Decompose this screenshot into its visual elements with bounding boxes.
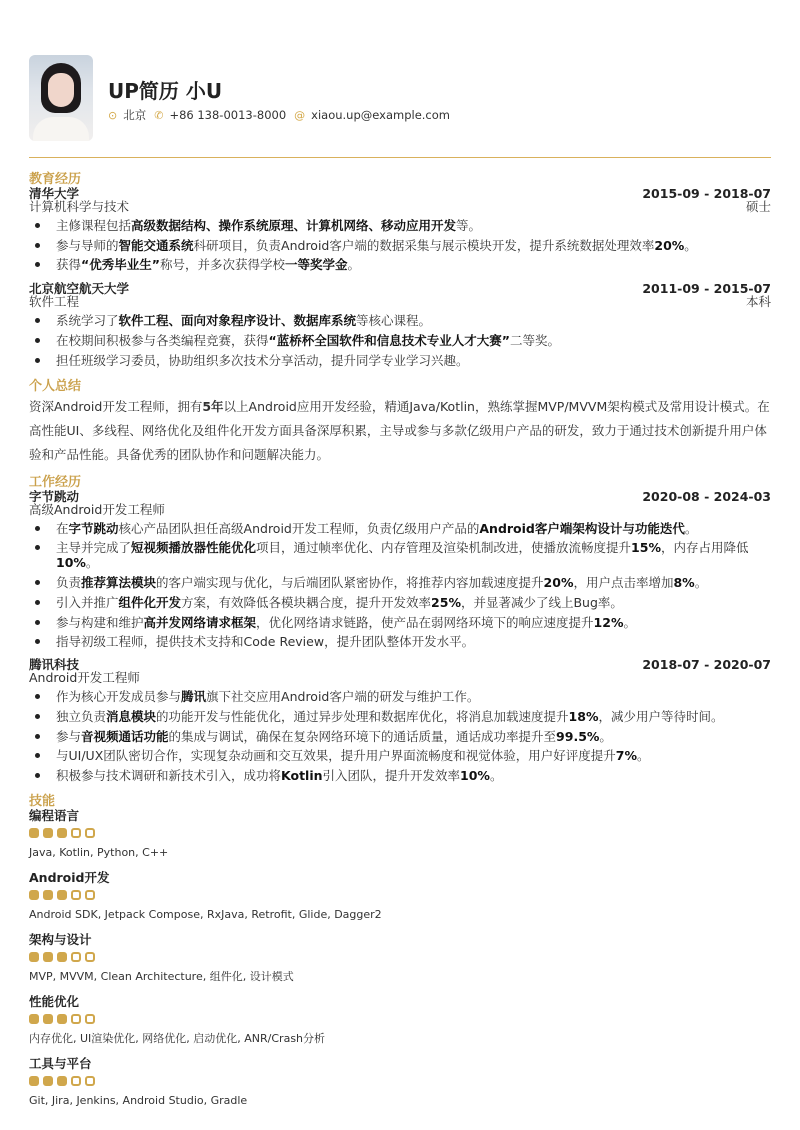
text: 与UI/UX团队密切合作，实现复杂动画和交互效果，提升用户界面流畅度和视觉体验，用户好评度提升 [56,748,616,764]
skill-item [29,995,771,1045]
text: 等。 [456,218,482,233]
rating-dot [43,890,53,900]
rating-dot [71,1076,81,1086]
entry-header [29,282,771,295]
skill-item [29,1057,771,1107]
list-item [29,768,771,783]
rating-dot [85,1014,95,1024]
text: 参与导师的 [56,237,119,253]
highlight-text: 20% [654,237,685,253]
phone-icon: ✆ [154,108,164,122]
highlight-text: 15% [631,540,661,556]
list-item [29,238,771,253]
rating-dot [43,1014,53,1024]
text: 。 [623,614,636,630]
highlight-text: 腾讯 [181,689,207,705]
text: 指导初级工程师，提供技术支持和Code Review，提升团队整体开发水平。 [56,634,475,650]
highlight-text: 一等奖学金 [284,257,348,273]
list-item [29,748,771,763]
skill-name: 工具与平台 [29,1055,92,1071]
rating-dot [57,828,67,838]
text: 二等奖。 [509,333,560,349]
major: 计算机科学与技术 [29,199,130,214]
candidate-name: UP简历 小U [108,79,223,103]
highlight-text: 99.5% [556,728,600,744]
list-item [29,729,771,744]
entry [29,490,771,649]
text: 核心产品团队担任高级Android开发工程师，负责亿级用户产品的 [118,520,480,536]
rating-dot [57,1014,67,1024]
text: 积极参与技术调研和新技术引入，成功将 [56,767,282,783]
contact-info [108,107,458,123]
rating-dot [57,1076,67,1086]
rating-dot [71,1014,81,1024]
bullet-list [29,313,771,367]
text: 的功能开发与性能优化，通过异步处理和数据库优化，将消息加载速度提升 [156,708,569,724]
text: 负责 [56,575,82,591]
highlight-text: 智能交通系统 [118,237,194,253]
list-item [29,218,771,233]
entry-header [29,490,771,503]
text: 。 [694,575,708,591]
date-range: 2015-09 - 2018-07 [642,186,771,201]
text: ，优化网络请求链路，使产品在弱网络环境下的响应速度提升 [256,614,594,630]
school-name: 清华大学 [29,186,80,201]
text: 的集成与调试，确保在复杂网络环境下的通话质量，通话成功率提升至 [168,728,557,744]
profile-photo [29,55,93,141]
highlight-text: 高级数据结构、操作系统原理、计算机网络、移动应用开发 [131,218,457,233]
text: 引入团队，提升开发效率 [322,767,461,783]
location: 北京 [123,108,147,122]
skill-level-rating [29,828,771,838]
rating-dot [71,890,81,900]
text: 。 [684,520,698,536]
highlight-text: 音视频通话功能 [81,728,169,744]
text: ，并显著减少了线上Bug率。 [460,594,623,610]
skill-item [29,933,771,983]
resume-header [29,0,771,157]
list-item [29,353,771,368]
skill-name: 性能优化 [29,993,80,1009]
degree: 本科 [745,294,771,310]
highlight-text: 12% [593,614,624,630]
text: 担任班级学习委员，协助组织多次技术分享活动，提升同学专业学习兴趣。 [56,352,469,368]
skill-details: MVP, MVVM, Clean Architecture, 组件化, 设计模式 [29,969,294,983]
date-range: 2018-07 - 2020-07 [642,657,771,673]
text: 称号，并多次获得学校 [159,257,285,273]
bullet-list [29,521,771,649]
section-title-summary: 个人总结 [29,378,82,394]
text: ，减少用户等待时间。 [598,708,724,724]
highlight-text: 消息模块 [106,708,157,724]
rating-dot [85,828,95,838]
bullet-list [29,689,771,783]
highlight-text: 18% [568,708,599,724]
text: 。 [85,555,99,571]
text: 旗下社交应用Android客户端的研发与维护工作。 [206,689,480,705]
entry-subtitle [29,503,771,516]
text: 方案，有效降低各模块耦合度，提升开发效率 [181,594,432,610]
section-title-work: 工作经历 [29,474,82,490]
list-item [29,615,771,630]
list-item [29,595,771,610]
list-item [29,689,771,704]
text: 独立负责 [56,708,107,724]
text: 资深Android开发工程师，拥有 [29,398,203,414]
rating-dot [57,952,67,962]
skill-level-rating [29,890,771,900]
rating-dot [29,828,39,838]
rating-dot [29,1076,39,1086]
bullet-list [29,218,771,272]
list-item [29,521,771,536]
highlight-text: 字节跳动 [68,520,119,536]
highlight-text: 10% [460,767,490,783]
skill-item [29,809,771,859]
job-title: Android开发工程师 [29,670,140,686]
text: 项目，通过帧率优化、内存管理及渲染机制改进，使播放流畅度提升 [256,540,632,556]
entry [29,658,771,783]
date-range: 2020-08 - 2024-03 [642,488,771,504]
text: 获得 [56,257,82,273]
highlight-text: Kotlin [281,767,323,783]
entry-subtitle [29,200,771,213]
skill-details: Git, Jira, Jenkins, Android Studio, Gradle [29,1093,248,1107]
text: 系统学习了 [56,313,119,329]
text: ，用户点击率增加 [573,575,674,591]
text: 主修课程包括 [56,218,132,233]
company-name: 腾讯科技 [29,657,80,673]
rating-dot [57,890,67,900]
list-item [29,313,771,328]
company-name: 字节跳动 [29,488,80,504]
text: 的客户端实现与优化，与后端团队紧密协作，将推荐内容加载速度提升 [156,575,544,591]
highlight-text: 8% [673,575,695,591]
highlight-text: 推荐算法模块 [81,575,157,591]
header-divider [29,157,771,158]
rating-dot [71,828,81,838]
text: 在 [56,520,69,536]
entry-subtitle [29,671,771,684]
list-item [29,575,771,590]
text: 。 [637,748,650,764]
list-item [29,257,771,272]
email[interactable]: xiaou.up@example.com [311,108,450,122]
entry-header [29,187,771,200]
location-pin-icon: ⊙ [108,108,118,122]
skill-name: 架构与设计 [29,931,92,947]
rating-dot [43,952,53,962]
job-title: 高级Android开发工程师 [29,501,165,517]
highlight-text: 软件工程、面向对象程序设计、数据库系统 [118,313,357,329]
rating-dot [71,952,81,962]
highlight-text: 5年 [202,398,224,414]
text: 主导并完成了 [56,540,132,556]
highlight-text: 短视频播放器性能优化 [131,540,257,556]
skill-item [29,871,771,921]
rating-dot [85,1076,95,1086]
rating-dot [43,828,53,838]
section-title-skills: 技能 [29,793,56,809]
highlight-text: Android客户端架构设计与功能迭代 [479,520,685,536]
text: 。 [684,237,697,253]
text: ，内存占用降低 [660,540,749,556]
highlight-text: 25% [431,594,461,610]
text: 。 [599,728,612,744]
skill-details: Android SDK, Jetpack Compose, RxJava, Retrofit, Glide, Dagger2 [29,907,382,921]
rating-dot [43,1076,53,1086]
degree: 硕士 [745,199,771,214]
list-item [29,634,771,649]
date-range: 2011-09 - 2015-07 [642,281,771,297]
highlight-text: 7% [615,748,637,764]
summary-text [29,395,771,467]
skill-level-rating [29,1076,771,1086]
entry [29,282,771,367]
phone: +86 138-0013-8000 [169,108,287,122]
skill-name: Android开发 [29,869,110,885]
text: 。 [489,767,503,783]
skill-details: 内存优化, UI渲染优化, 网络优化, 启动优化, ANR/Crash分析 [29,1031,326,1045]
highlight-text: “优秀毕业生” [81,257,160,273]
rating-dot [85,952,95,962]
list-item [29,333,771,348]
text: 参与构建和维护 [56,614,144,630]
text: 引入并推广 [56,594,119,610]
entry-header [29,658,771,671]
entry [29,187,771,272]
highlight-text: 高并发网络请求框架 [143,614,257,630]
text: 以上Android应用开发经验，精通Java/Kotlin，熟练掌握MVP/MVVM架构模式及常用设计模式。在高性能UI、多线程、网络优化及组件化开发方面具备深厚积累，主导或参与多款亿级用户产品的研发，致力于通过技术创新提升用户体验和产品性能。具备优秀的团队协作和问题解决能力。 [29,398,770,462]
text: 等核心课程。 [356,313,432,329]
text: 。 [347,257,360,273]
skill-level-rating [29,1014,771,1024]
text: 在校期间积极参与各类编程竞赛，获得 [56,333,269,349]
rating-dot [29,890,39,900]
text: 参与 [56,728,82,744]
highlight-text: 10% [56,555,86,571]
rating-dot [29,952,39,962]
email-icon: @ [294,108,306,122]
text: 科研项目，负责Android客户端的数据采集与展示模块开发，提升系统数据处理效率 [193,237,655,253]
skill-name: 编程语言 [29,807,80,823]
major: 软件工程 [29,294,80,310]
entry-subtitle [29,295,771,308]
skill-details: Java, Kotlin, Python, C++ [29,845,169,859]
list-item [29,540,771,570]
highlight-text: “蓝桥杯全国软件和信息技术专业人才大赛” [268,333,510,349]
text: 作为核心开发成员参与 [56,689,182,705]
skill-level-rating [29,952,771,962]
section-title-education: 教育经历 [29,172,82,187]
school-name: 北京航空航天大学 [29,281,130,297]
highlight-text: 20% [543,575,574,591]
rating-dot [85,890,95,900]
highlight-text: 组件化开发 [118,594,182,610]
list-item [29,709,771,724]
rating-dot [29,1014,39,1024]
